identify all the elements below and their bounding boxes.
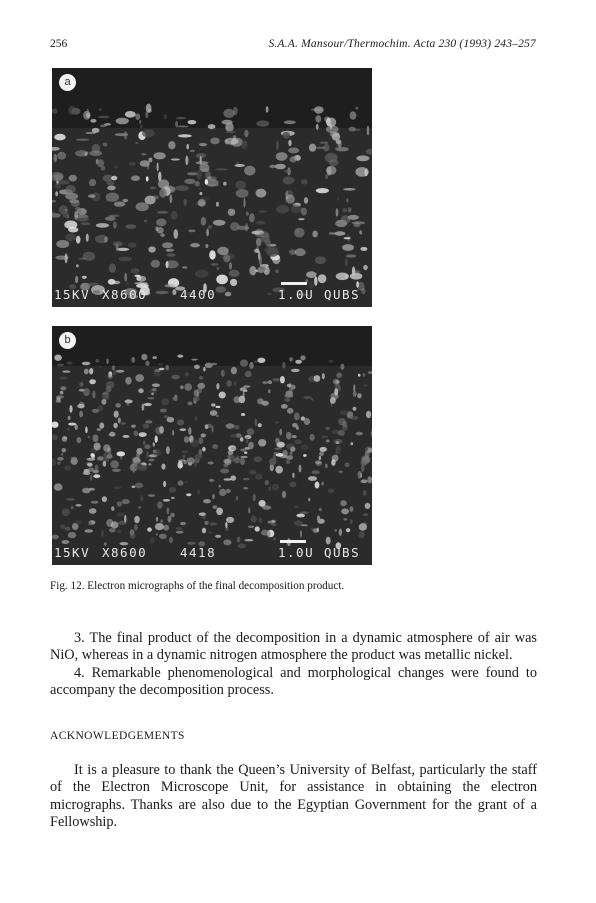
acknowledgements-section xyxy=(50,762,537,832)
databar-a-lab: QUBS xyxy=(324,287,361,302)
conclusion-item-4: 4. Remarkable phenomenological and morphological changes were found to accompany the decomposition process. xyxy=(50,664,537,699)
databar-a-mag: X8600 xyxy=(102,287,148,302)
running-head xyxy=(50,38,536,54)
databar-a xyxy=(52,287,372,307)
panel-label-b: b xyxy=(59,332,76,349)
micrograph-a-texture xyxy=(52,68,372,307)
databar-a-num: 4400 xyxy=(180,287,217,302)
scale-bar-a xyxy=(281,282,307,285)
scale-bar-b xyxy=(280,540,306,543)
conclusion-item-3: 3. The final product of the decomposition in a dynamic atmosphere of air was NiO, whereas in a dynamic nitrogen atmosphere the product was metallic nickel. xyxy=(50,630,537,664)
databar-b xyxy=(52,545,372,565)
micrograph-a xyxy=(52,68,372,307)
databar-a-kv: 15KV xyxy=(54,287,91,302)
micrograph-b-texture xyxy=(52,326,372,565)
databar-a-scale: 1.0U xyxy=(278,287,315,302)
acknowledgements-heading: ACKNOWLEDGEMENTS xyxy=(50,730,185,742)
page-number: 256 xyxy=(50,38,68,50)
databar-b-mag: X8600 xyxy=(102,545,148,560)
databar-b-num: 4418 xyxy=(180,545,217,560)
databar-b-kv: 15KV xyxy=(54,545,91,560)
databar-b-lab: QUBS xyxy=(324,545,361,560)
journal-reference: S.A.A. Mansour/Thermochim. Acta 230 (1993) 243–257 xyxy=(268,38,536,50)
micrograph-b xyxy=(52,326,372,565)
conclusions-section xyxy=(50,630,537,700)
figure-caption: Fig. 12. Electron micrographs of the final decomposition product. xyxy=(50,580,345,592)
acknowledgements-paragraph: It is a pleasure to thank the Queen’s University of Belfast, particularly the staff of the Electron Microscope Unit, for assistance in obtaining the electron micrographs. Thanks are also due to the Egyptian Government for the grant of a Fellowship. xyxy=(50,762,537,831)
panel-label-a: a xyxy=(59,74,76,91)
databar-b-scale: 1.0U xyxy=(278,545,315,560)
